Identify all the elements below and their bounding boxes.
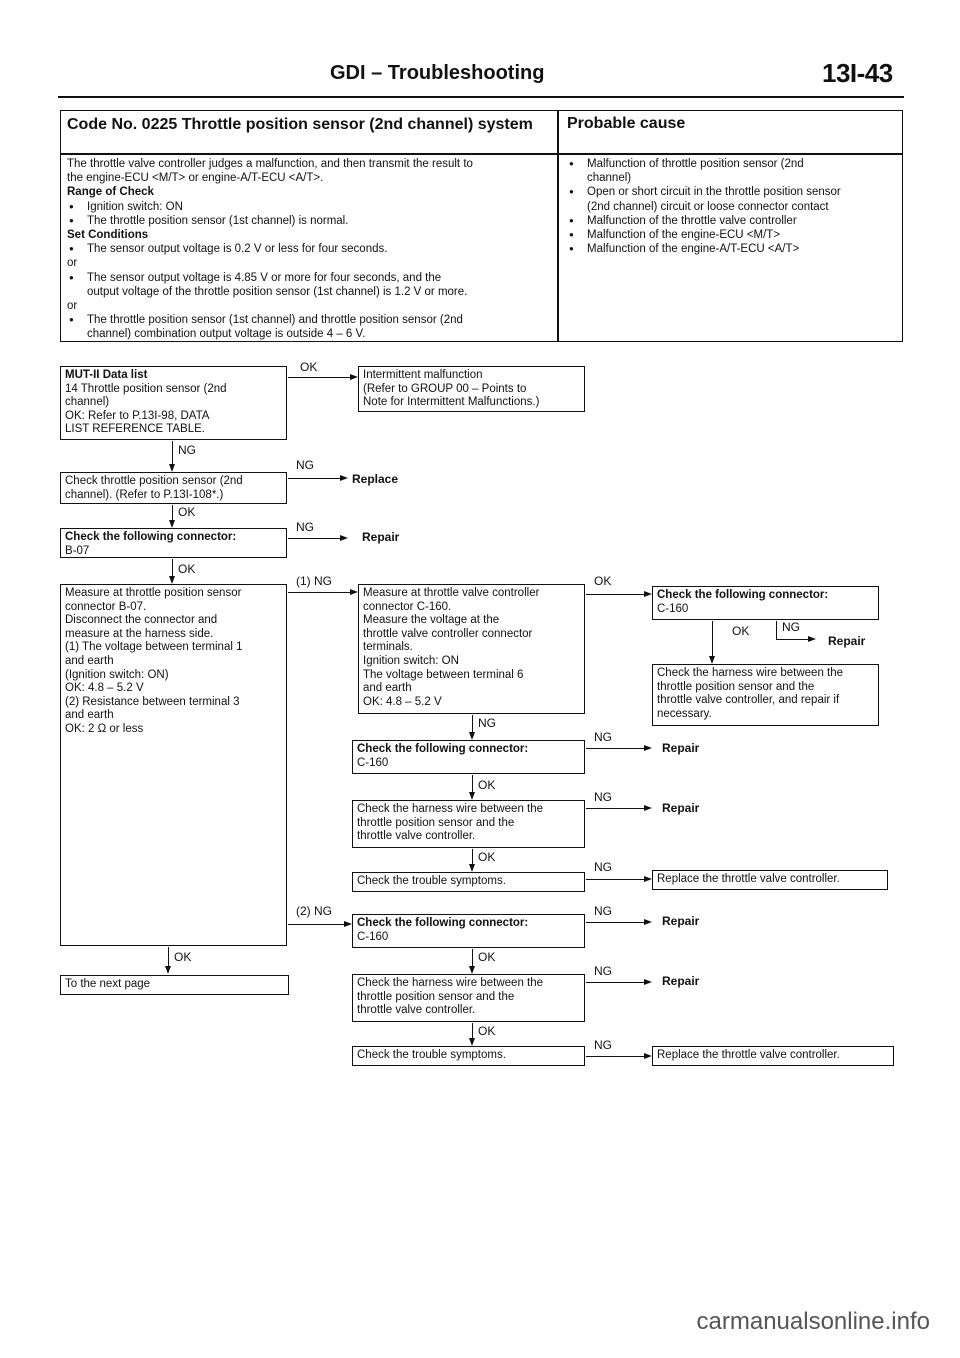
connector-line (586, 594, 644, 595)
label-ok: OK (478, 1024, 496, 1038)
label-ng: NG (478, 716, 496, 730)
flow-text-line: and earth (363, 682, 412, 695)
connector-line (472, 775, 473, 793)
connector-line (172, 441, 173, 465)
bullet-line: ● Malfunction of throttle position sensor (2nd (567, 157, 897, 171)
page-title: GDI – Troubleshooting (330, 62, 545, 84)
flow-box-connector-c160-a (352, 740, 585, 774)
text-line: or (67, 300, 78, 313)
text-line: or (67, 257, 78, 270)
bullet-line: ● The sensor output voltage is 0.2 V or less for four seconds. (67, 242, 551, 256)
arrow-head (644, 745, 652, 751)
replace-tvc-label: Replace the throttle valve controller. (657, 873, 840, 885)
flow-text-line: throttle position sensor and the (657, 680, 815, 693)
flow-text-line: and earth (65, 654, 114, 667)
arrow-head (469, 732, 475, 740)
flow-text-line: throttle valve controller, and repair if (657, 694, 840, 707)
action-replace: Replace (352, 472, 399, 486)
watermark: carmanualsonline.info (696, 1308, 930, 1335)
flow-text-line: OK: 4.8 – 5.2 V (65, 682, 144, 695)
flow-text-line: Check the harness wire between the (357, 977, 544, 989)
flow-text-line: Measure the voltage at the (363, 614, 500, 627)
flow-text-line: measure at the harness side. (65, 627, 214, 640)
flow-box-intermittent (358, 366, 585, 412)
bullet-line: ● Open or short circuit in the throttle position sensor (567, 185, 897, 199)
connector-line (172, 505, 173, 521)
arrow-head (644, 919, 652, 925)
flow-text-line: Measure at throttle position sensor (65, 587, 242, 599)
arrow-head (469, 864, 475, 872)
label-ng: NG (594, 904, 612, 918)
bullet-line: ● Malfunction of the engine-A/T-ECU <A/T> (567, 242, 897, 256)
flow-box-symptoms-b (352, 1046, 585, 1066)
connector-line (586, 879, 644, 880)
flow-text-line: Check the trouble symptoms. (357, 875, 506, 887)
flow-text-line: Measure at throttle valve controller (363, 587, 540, 599)
page-number: 13I-43 (822, 58, 893, 88)
flow-text-line: (2) Resistance between terminal 3 (65, 695, 240, 708)
flow-box-harness-b (352, 974, 585, 1022)
connector-line (472, 715, 473, 733)
action-repair: Repair (662, 741, 700, 755)
flow-text-line: channel) (65, 396, 110, 409)
header-rule (58, 96, 904, 98)
arrow-head (169, 520, 175, 528)
flow-text-line: throttle position sensor and the (357, 990, 515, 1003)
bullet-line: ● The throttle position sensor (1st channel) and throttle position sensor (2nd (67, 313, 551, 327)
arrow-head (340, 475, 348, 481)
connector-line (472, 949, 473, 967)
connector-line (288, 538, 340, 539)
flow-box-harness-a (352, 800, 585, 848)
bullet-line: ● Malfunction of the throttle valve controller (567, 214, 897, 228)
label-ng: NG (296, 520, 314, 534)
text-line: Range of Check (67, 186, 154, 199)
flow-text-line: Check throttle position sensor (2nd (65, 475, 243, 487)
arrow-head (469, 1038, 475, 1046)
flow-text-line: Note for Intermittent Malfunctions.) (363, 396, 540, 409)
label-ok: OK (300, 360, 318, 374)
connector-line (586, 982, 644, 983)
flow-text-line: throttle valve controller connector (363, 627, 533, 640)
connector-line (712, 621, 713, 657)
bullet-line: ● The throttle position sensor (1st channel) is normal. (67, 214, 551, 228)
action-repair: Repair (362, 530, 400, 544)
flow-text-line: connector B-07. (65, 600, 147, 613)
label-ok: OK (478, 850, 496, 864)
flow-box-mut-data-list (60, 366, 287, 440)
label-ok: OK (594, 574, 612, 588)
flow-text-line: C-160 (657, 602, 689, 615)
label-ng: NG (296, 458, 314, 472)
flow-text-line: Check the following connector: (357, 917, 529, 929)
flow-text-line: connector C-160. (363, 600, 452, 613)
flow-text-line: (1) The voltage between terminal 1 (65, 641, 243, 654)
flow-text-line: throttle position sensor and the (357, 816, 515, 829)
action-repair: Repair (662, 801, 700, 815)
flow-text-line: Check the following connector: (657, 589, 829, 601)
flow-text-line: Disconnect the connector and (65, 614, 218, 627)
text-line: channel) combination output voltage is outside 4 – 6 V. (87, 328, 366, 341)
flow-box-check-sensor (60, 472, 287, 504)
label-ok: OK (174, 950, 192, 964)
arrow-head (644, 805, 652, 811)
header-divider (61, 153, 902, 155)
flow-text-line: Check the following connector: (357, 743, 529, 755)
flow-box-connector-b07 (60, 528, 287, 558)
arrow-head (644, 591, 652, 597)
arrow-head (344, 921, 352, 927)
label-ng-2: (2) NG (296, 904, 332, 918)
flow-text-line: Intermittent malfunction (363, 369, 483, 381)
label-ok: OK (732, 624, 750, 638)
flow-text-line: throttle valve controller. (357, 1004, 476, 1017)
label-ok: OK (178, 505, 196, 519)
flow-box-connector-c160-b (352, 914, 585, 948)
text-line: (2nd channel) circuit or loose connector contact (587, 200, 829, 213)
replace-tvc-label: Replace the throttle valve controller. (657, 1049, 840, 1061)
label-ng: NG (594, 860, 612, 874)
arrow-head (340, 535, 348, 541)
next-page-label: To the next page (65, 978, 151, 990)
flow-box-symptoms-a (352, 872, 585, 892)
flow-text-line: terminals. (363, 641, 413, 654)
flow-text-line: OK: 2 Ω or less (65, 722, 144, 735)
text-line: channel) (587, 172, 632, 185)
connector-line (472, 1023, 473, 1039)
connector-line (288, 478, 340, 479)
flow-text-line: 14 Throttle position sensor (2nd (65, 382, 227, 395)
connector-line (168, 947, 169, 967)
label-ng: NG (782, 620, 800, 634)
arrow-head (644, 1053, 652, 1059)
flow-box-connector-c160-top (652, 586, 879, 620)
connector-line (288, 924, 344, 925)
flow-box-replace-tvc-a (652, 870, 888, 890)
cause-title: Probable cause (567, 115, 686, 132)
flow-text-line: C-160 (357, 756, 389, 769)
action-repair: Repair (662, 974, 700, 988)
flow-text-line: LIST REFERENCE TABLE. (65, 423, 205, 436)
code-description (67, 157, 551, 342)
flow-text-line: Check the following connector: (65, 531, 237, 543)
arrow-head (709, 656, 715, 664)
flow-box-measure-c160 (358, 584, 585, 714)
flow-text-line: B-07 (65, 544, 90, 557)
action-repair: Repair (662, 914, 700, 928)
flow-text-line: throttle valve controller. (357, 830, 476, 843)
connector-line (288, 377, 350, 378)
flow-text-line: The voltage between terminal 6 (363, 668, 524, 681)
probable-cause-list (567, 157, 897, 256)
label-ok: OK (478, 950, 496, 964)
flow-text-line: OK: Refer to P.13I-98, DATA (65, 409, 210, 422)
flow-box-next-page (60, 975, 289, 995)
text-line: The throttle valve controller judges a malfunction, and then transmit the result to (67, 158, 473, 170)
flow-text-line: necessary. (657, 707, 712, 720)
action-repair: Repair (828, 634, 866, 648)
label-ng: NG (178, 443, 196, 457)
flow-text-line: and earth (65, 709, 114, 722)
arrow-head (808, 636, 816, 642)
arrow-head (169, 464, 175, 472)
bullet-line: ● Ignition switch: ON (67, 200, 551, 214)
code-title: Code No. 0225 Throttle position sensor (2nd channel) system (67, 116, 533, 133)
arrow-head (165, 966, 171, 974)
flow-text-line: Check the trouble symptoms. (357, 1049, 506, 1061)
arrow-head (350, 589, 358, 595)
arrow-head (644, 979, 652, 985)
label-ng: NG (594, 790, 612, 804)
flow-text-line: C-160 (357, 930, 389, 943)
label-ng: NG (594, 730, 612, 744)
arrow-head (350, 374, 358, 380)
column-divider (557, 111, 559, 341)
flow-text-line: OK: 4.8 – 5.2 V (363, 695, 442, 708)
flow-text-line: Check the harness wire between the (657, 667, 844, 679)
arrow-head (169, 576, 175, 584)
flow-text-line: (Ignition switch: ON) (65, 668, 169, 681)
connector-line (776, 639, 808, 640)
label-ng: NG (594, 964, 612, 978)
text-line: output voltage of the throttle position sensor (1st channel) is 1.2 V or more. (87, 285, 468, 298)
text-line: Set Conditions (67, 229, 149, 242)
flow-box-measure-b07 (60, 584, 287, 946)
label-ok: OK (178, 562, 196, 576)
connector-line (172, 559, 173, 577)
label-ok: OK (478, 778, 496, 792)
flow-text-line: MUT-II Data list (65, 369, 148, 381)
flow-text-line: channel). (Refer to P.13I-108*.) (65, 488, 224, 501)
connector-line (776, 621, 777, 639)
arrow-head (644, 876, 652, 882)
arrow-head (469, 966, 475, 974)
flow-text-line: Ignition switch: ON (363, 654, 459, 667)
flow-text-line: (Refer to GROUP 00 – Points to (363, 382, 527, 395)
connector-line (586, 922, 644, 923)
connector-line (586, 748, 644, 749)
label-ng-1: (1) NG (296, 574, 332, 588)
connector-line (586, 808, 644, 809)
text-line: the engine-ECU <M/T> or engine-A/T-ECU <A/T>. (67, 172, 324, 185)
flow-box-replace-tvc-b (652, 1046, 894, 1066)
flow-box-harness-repair (652, 664, 879, 726)
label-ng: NG (594, 1038, 612, 1052)
arrow-head (469, 792, 475, 800)
bullet-line: ● The sensor output voltage is 4.85 V or more for four seconds, and the (67, 271, 551, 285)
flow-text-line: Check the harness wire between the (357, 803, 544, 815)
connector-line (288, 592, 350, 593)
connector-line (472, 849, 473, 865)
bullet-line: ● Malfunction of the engine-ECU <M/T> (567, 228, 897, 242)
code-table (60, 110, 903, 342)
connector-line (586, 1056, 644, 1057)
